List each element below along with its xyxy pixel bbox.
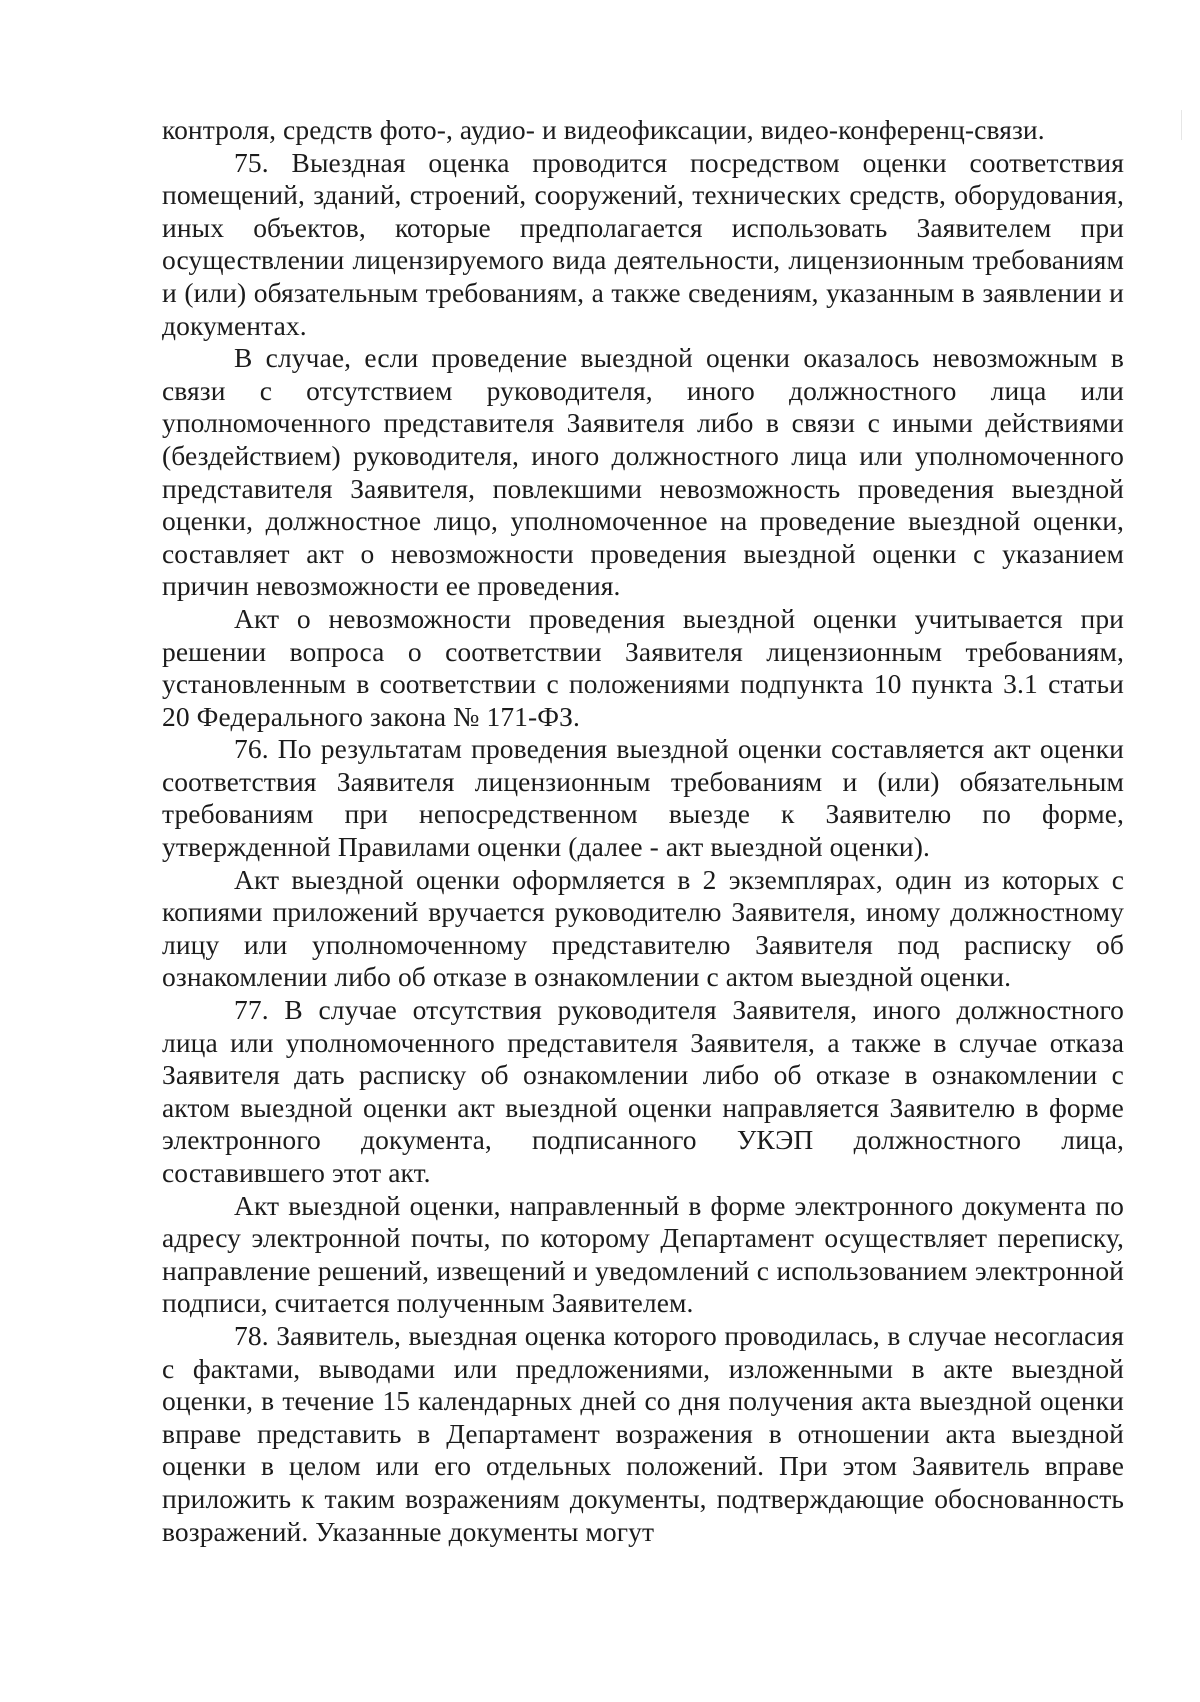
paragraph-electronic-delivery: Акт выездной оценки, направленный в форме электронного документа по адресу электронной почты, по которому Департамент осуществляет переписку, направление решений, извещений и уведомлений с использованием электронной подписи, считается полученным Заявителем. [162, 1189, 1124, 1319]
paragraph-impossibility-case: В случае, если проведение выездной оценки оказалось невозможным в связи с отсутствием руководителя, иного должностного лица или уполномоченного представителя Заявителя либо в связи с иными действиями (бездействием) руководителя, иного должностного лица или уполномоченного представителя Заявителя, повлекшими невозможность проведения выездной оценки, должностное лицо, уполномоченное на проведение выездной оценки, составляет акт о невозможности проведения выездной оценки с указанием причин невозможности ее проведения. [162, 342, 1124, 602]
paragraph-item-75: 75. Выездная оценка проводится посредством оценки соответствия помещений, зданий, строений, сооружений, технических средств, оборудования, иных объектов, которые предполагается использовать Заявителем при осуществлении лицензируемого вида деятельности, лицензионным требованиям и (или) обязательным требованиям, а также сведениям, указанным в заявлении и документах. [162, 146, 1124, 341]
paragraph-impossibility-act: Акт о невозможности проведения выездной оценки учитывается при решении вопроса о соответствии Заявителя лицензионным требованиям, установленным в соответствии с положениями подпункта 10 пункта 3.1 статьи 20 Федерального закона № 171-ФЗ. [162, 602, 1124, 732]
document-body [162, 114, 1124, 1548]
paragraph-continuation: контроля, средств фото-, аудио- и видеофиксации, видео-конференц-связи. [162, 114, 1045, 145]
paragraph-item-78: 78. Заявитель, выездная оценка которого проводилась, в случае несогласия с фактами, выводами или предложениями, изложенными в акте выездной оценки, в течение 15 календарных дней со дня получения акта выездной оценки вправе представить в Департамент возражения в отношении акта выездной оценки в целом или его отдельных положений. При этом Заявитель вправе приложить к таким возражениям документы, подтверждающие обоснованность возражений. Указанные документы могут [162, 1319, 1124, 1547]
paragraph-item-76: 76. По результатам проведения выездной оценки составляется акт оценки соответствия Заявителя лицензионным требованиям и (или) обязательным требованиям при непосредственном выезде к Заявителю по форме, утвержденной Правилами оценки (далее - акт выездной оценки). [162, 733, 1124, 863]
scan-edge-mark [1181, 110, 1182, 140]
paragraph-act-copies: Акт выездной оценки оформляется в 2 экземплярах, один из которых с копиями приложений вручается руководителю Заявителя, иному должностному лицу или уполномоченному представителю Заявителя под расписку об ознакомлении либо об отказе в ознакомлении с актом выездной оценки. [162, 863, 1124, 993]
paragraph-item-77: 77. В случае отсутствия руководителя Заявителя, иного должностного лица или уполномоченного представителя Заявителя, а также в случае отказа Заявителя дать расписку об ознакомлении либо об отказе в ознакомлении с актом выездной оценки акт выездной оценки направляется Заявителю в форме электронного документа, подписанного УКЭП должностного лица, составившего этот акт. [162, 994, 1124, 1188]
